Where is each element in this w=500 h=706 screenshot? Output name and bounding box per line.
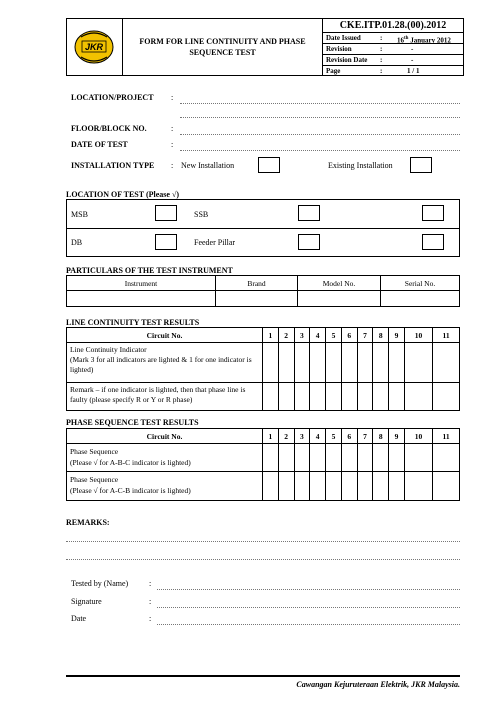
logo-cell xyxy=(67,19,123,75)
continuity-row xyxy=(67,343,460,383)
circuit-col: 4 xyxy=(310,328,326,343)
result-cell[interactable] xyxy=(294,383,310,411)
result-cell[interactable] xyxy=(278,444,294,472)
remarks-line-1[interactable] xyxy=(66,541,460,542)
form-title: FORM FOR LINE CONTINUITY AND PHASE SEQUENCE TEST xyxy=(123,19,323,75)
continuity-row-label xyxy=(67,343,263,383)
circuit-col: 3 xyxy=(294,328,310,343)
meta-value: - xyxy=(411,56,414,64)
meta-key: Revision Date xyxy=(326,56,368,64)
result-cell[interactable] xyxy=(341,444,357,472)
meta-value: 16th January 2012 xyxy=(397,36,451,45)
meta-value: 1 / 1 xyxy=(407,67,420,75)
circuit-col: 9 xyxy=(389,328,405,343)
remarks-line-2[interactable] xyxy=(66,559,460,560)
result-cell[interactable] xyxy=(310,343,326,383)
result-cell[interactable] xyxy=(326,343,342,383)
document-code: CKE.ITP.01.28.(00).2012 xyxy=(323,19,463,33)
existing-installation-checkbox[interactable] xyxy=(410,157,432,173)
tested-by-field[interactable] xyxy=(157,589,460,590)
footer-text: Cawangan Kejuruteraan Elektrik, JKR Malaysia. xyxy=(296,680,460,689)
circuit-no-header: Circuit No. xyxy=(67,328,263,343)
row-line: Phase Sequence xyxy=(70,475,119,484)
feeder-pillar-label: Feeder Pillar xyxy=(194,238,236,247)
existing-installation-label: Existing Installation xyxy=(328,161,393,170)
circuit-col: 4 xyxy=(310,429,326,444)
instrument-header: Instrument xyxy=(67,276,216,291)
colon: : xyxy=(171,161,174,170)
result-cell[interactable] xyxy=(433,444,460,472)
db-label: DB xyxy=(71,238,83,247)
phase-title: PHASE SEQUENCE TEST RESULTS xyxy=(66,418,199,427)
meta-revision-date xyxy=(323,55,463,66)
circuit-col: 6 xyxy=(341,328,357,343)
row-line: Line Continuity Indicator xyxy=(70,345,147,354)
extra-checkbox-2[interactable] xyxy=(422,234,444,250)
colon: : xyxy=(149,579,152,588)
result-cell[interactable] xyxy=(389,383,405,411)
result-cell[interactable] xyxy=(263,343,279,383)
phase-row-label xyxy=(67,444,263,472)
row-line: (Please √ for A-B-C indicator is lighted) xyxy=(70,458,191,467)
result-cell[interactable] xyxy=(341,383,357,411)
meta-revision xyxy=(323,44,463,55)
result-cell[interactable] xyxy=(389,472,405,501)
continuity-remark-label: Remark – if one indicator is lighted, then that phase line is faulty (please specify R or Y or R phase) xyxy=(67,383,263,411)
circuit-col: 2 xyxy=(278,429,294,444)
meta-colon: : xyxy=(380,56,383,64)
circuit-col: 1 xyxy=(263,328,279,343)
result-cell[interactable] xyxy=(373,444,389,472)
date-label: Date xyxy=(71,614,87,623)
msb-checkbox[interactable] xyxy=(155,205,177,221)
continuity-row xyxy=(67,383,460,411)
signature-field[interactable] xyxy=(157,607,460,608)
signature-label: Signature xyxy=(71,597,102,606)
instrument-title: PARTICULARS OF THE TEST INSTRUMENT xyxy=(66,266,233,275)
circuit-col: 6 xyxy=(341,429,357,444)
result-cell[interactable] xyxy=(294,444,310,472)
result-cell[interactable] xyxy=(294,343,310,383)
continuity-title: LINE CONTINUITY TEST RESULTS xyxy=(66,318,200,327)
result-cell[interactable] xyxy=(357,383,373,411)
phase-row xyxy=(67,472,460,501)
circuit-col: 7 xyxy=(357,429,373,444)
date-field[interactable] xyxy=(157,624,460,625)
msb-label: MSB xyxy=(71,210,88,219)
result-cell[interactable] xyxy=(326,383,342,411)
circuit-col: 8 xyxy=(373,429,389,444)
phase-row-label xyxy=(67,472,263,501)
date-of-test-label: DATE OF TEST xyxy=(71,140,128,149)
result-cell[interactable] xyxy=(263,472,279,501)
location-of-test-title: LOCATION OF TEST (Please √) xyxy=(66,190,179,199)
footer-rule xyxy=(66,675,460,677)
result-cell[interactable] xyxy=(357,472,373,501)
result-cell[interactable] xyxy=(433,343,460,383)
colon: : xyxy=(149,597,152,606)
ssb-label: SSB xyxy=(194,210,209,219)
db-checkbox[interactable] xyxy=(155,234,177,250)
location-project-label: LOCATION/PROJECT xyxy=(71,93,154,102)
colon: : xyxy=(171,140,174,149)
meta-colon: : xyxy=(380,45,383,53)
new-installation-label: New Installation xyxy=(181,161,235,170)
circuit-col: 11 xyxy=(433,328,460,343)
circuit-col: 10 xyxy=(404,328,432,343)
result-cell[interactable] xyxy=(263,444,279,472)
row-line: (Please √ for A-C-B indicator is lighted) xyxy=(70,486,191,495)
result-cell[interactable] xyxy=(326,444,342,472)
circuit-col: 5 xyxy=(326,328,342,343)
row-line: (Mark 3 for all indicators are lighted & 1 for one indicator is lighted) xyxy=(70,355,252,374)
location-project-field-2[interactable] xyxy=(180,117,460,118)
result-cell[interactable] xyxy=(278,383,294,411)
meta-key: Date Issued xyxy=(326,34,361,42)
result-cell[interactable] xyxy=(294,472,310,501)
model-cell[interactable] xyxy=(298,291,381,307)
circuit-col: 10 xyxy=(404,429,432,444)
circuit-col: 7 xyxy=(357,328,373,343)
meta-date-issued xyxy=(323,33,463,44)
colon: : xyxy=(171,124,174,133)
result-cell[interactable] xyxy=(278,472,294,501)
meta-key: Page xyxy=(326,67,341,75)
divider xyxy=(66,228,460,229)
result-cell[interactable] xyxy=(278,343,294,383)
brand-cell[interactable] xyxy=(216,291,298,307)
floor-block-label: FLOOR/BLOCK NO. xyxy=(71,124,147,133)
form-header xyxy=(66,18,464,76)
result-cell[interactable] xyxy=(404,383,432,411)
meta-colon: : xyxy=(380,34,383,42)
result-cell[interactable] xyxy=(341,472,357,501)
circuit-col: 2 xyxy=(278,328,294,343)
instrument-cell[interactable] xyxy=(67,291,216,307)
phase-row xyxy=(67,444,460,472)
circuit-col: 9 xyxy=(389,429,405,444)
meta-value: - xyxy=(411,45,414,53)
result-cell[interactable] xyxy=(389,343,405,383)
jkr-logo xyxy=(67,19,123,75)
colon: : xyxy=(149,614,152,623)
meta-page xyxy=(323,66,463,77)
circuit-col: 5 xyxy=(326,429,342,444)
extra-checkbox-1[interactable] xyxy=(422,205,444,221)
continuity-table xyxy=(66,327,460,411)
floor-block-field[interactable] xyxy=(180,134,460,135)
ssb-checkbox[interactable] xyxy=(298,205,320,221)
result-cell[interactable] xyxy=(373,383,389,411)
colon: : xyxy=(171,93,174,102)
remarks-title: REMARKS: xyxy=(66,518,110,527)
result-cell[interactable] xyxy=(326,472,342,501)
phase-table xyxy=(66,428,460,501)
circuit-col: 1 xyxy=(263,429,279,444)
brand-header: Brand xyxy=(216,276,298,291)
result-cell[interactable] xyxy=(404,472,432,501)
instrument-table xyxy=(66,275,460,307)
serial-cell[interactable] xyxy=(381,291,460,307)
result-cell[interactable] xyxy=(404,343,432,383)
circuit-col: 8 xyxy=(373,328,389,343)
circuit-no-header: Circuit No. xyxy=(67,429,263,444)
result-cell[interactable] xyxy=(310,472,326,501)
result-cell[interactable] xyxy=(433,383,460,411)
serial-header: Serial No. xyxy=(381,276,460,291)
result-cell[interactable] xyxy=(341,343,357,383)
result-cell[interactable] xyxy=(404,444,432,472)
date-of-test-field[interactable] xyxy=(180,150,460,151)
result-cell[interactable] xyxy=(357,444,373,472)
result-cell[interactable] xyxy=(263,383,279,411)
circuit-col: 11 xyxy=(433,429,460,444)
row-line: Phase Sequence xyxy=(70,447,119,456)
meta-colon: : xyxy=(380,67,383,75)
installation-type-label: INSTALLATION TYPE xyxy=(71,161,155,170)
logo-text: JKR xyxy=(84,42,104,52)
result-cell[interactable] xyxy=(433,472,460,501)
new-installation-checkbox[interactable] xyxy=(258,157,280,173)
result-cell[interactable] xyxy=(373,472,389,501)
result-cell[interactable] xyxy=(310,383,326,411)
feeder-pillar-checkbox[interactable] xyxy=(298,234,320,250)
model-header: Model No. xyxy=(298,276,381,291)
circuit-col: 3 xyxy=(294,429,310,444)
tested-by-label: Tested by (Name) xyxy=(71,579,129,588)
meta-key: Revision xyxy=(326,45,352,53)
result-cell[interactable] xyxy=(389,444,405,472)
result-cell[interactable] xyxy=(310,444,326,472)
location-project-field[interactable] xyxy=(180,103,460,104)
result-cell[interactable] xyxy=(373,343,389,383)
result-cell[interactable] xyxy=(357,343,373,383)
